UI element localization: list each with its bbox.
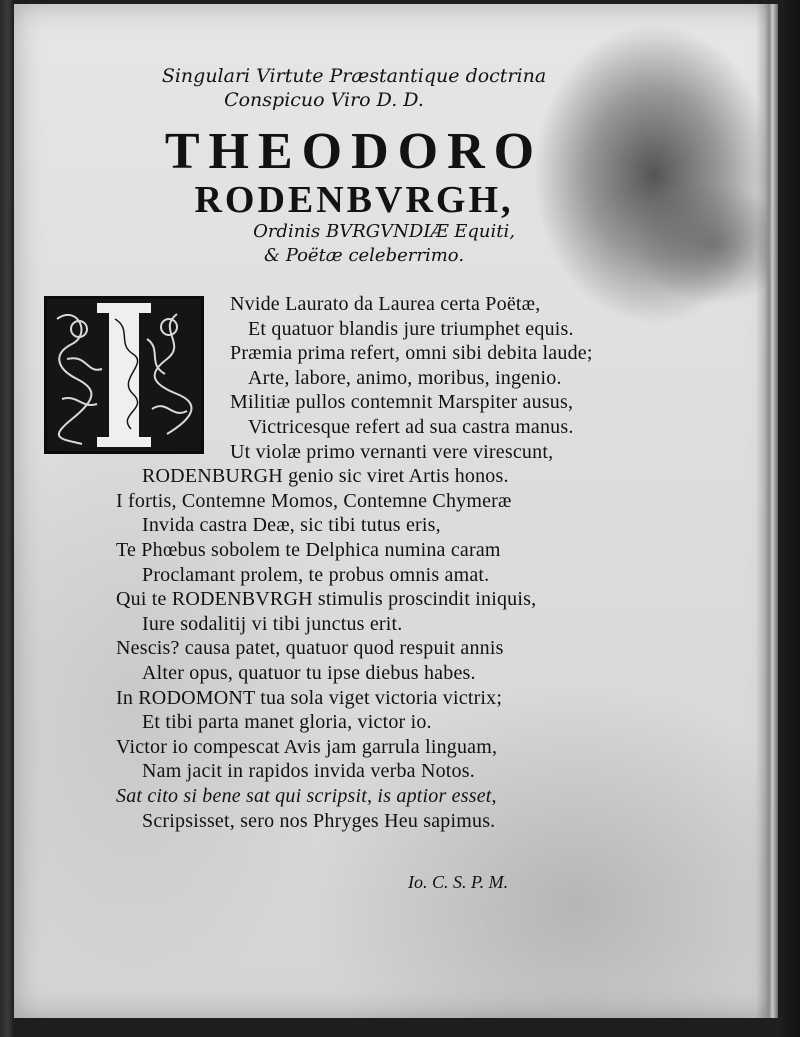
poem-line-13: Qui te RODENBVRGH stimulis proscindit iniquis, — [116, 588, 537, 611]
poem-line-16: Alter opus, quatuor tu ipse diebus habes. — [142, 662, 476, 684]
poem-line-3: Præmia prima refert, omni sibi debita laude; — [230, 342, 593, 365]
poem-line-15: Nescis? causa patet, quatuor quod respuit annis — [116, 637, 504, 660]
poem-line-6: Victricesque refert ad sua castra manus. — [248, 416, 574, 438]
poem-line-22: Scripsisset, sero nos Phryges Heu sapimus. — [142, 809, 496, 832]
poem-line-5: Militiæ pullos contemnit Marspiter ausus, — [230, 391, 574, 414]
signature-initials: Io. C. S. P. M. — [408, 872, 509, 892]
dedication-line-2: Conspicuo Viro D. D. — [224, 89, 424, 111]
poem-line-10: Invida castra Deæ, sic tibi tutus eris, — [142, 514, 441, 537]
book-page — [14, 4, 778, 1018]
poem-line-17: In RODOMONT tua sola viget victoria victrix; — [116, 686, 503, 709]
poem-line-19: Victor io compescat Avis jam garrula linguam, — [116, 735, 498, 758]
poem-line-20: Nam jacit in rapidos invida verba Notos. — [142, 760, 475, 783]
dedicatee-last-name: RODENBVRGH, — [194, 179, 514, 221]
poem-line-18: Et tibi parta manet gloria, victor io. — [142, 711, 432, 734]
decorated-initial-i-icon — [44, 296, 204, 454]
dedicatee-first-name: THEODORO — [164, 123, 544, 180]
poem-line-11: Te Phœbus sobolem te Delphica numina caram — [116, 539, 501, 561]
poem-line-9: I fortis, Contemne Momos, Contemne Chymeræ — [116, 489, 512, 512]
poem-line-4: Arte, labore, animo, moribus, ingenio. — [248, 366, 562, 389]
poem-line-7: Ut violæ primo vernanti vere virescunt, — [230, 440, 554, 463]
page-edge-shadow — [756, 4, 778, 1018]
poem-line-14: Iure sodalitij vi tibi junctus erit. — [142, 612, 403, 635]
poem-line-21: Sat cito si bene sat qui scripsit, is aptior esset, — [116, 785, 497, 807]
dedication-line-1: Singulari Virtute Præstantique doctrina — [161, 65, 547, 87]
subtitle-line-2: & Poëtæ celeberrimo. — [263, 245, 465, 266]
poem-line-1: Nvide Laurato da Laurea certa Poëtæ, — [230, 293, 541, 315]
poem-line-2: Et quatuor blandis jure triumphet equis. — [248, 317, 574, 340]
poem-line-12: Proclamant prolem, te probus omnis amat. — [142, 563, 490, 586]
poem-line-8: RODENBURGH genio sic viret Artis honos. — [142, 465, 509, 488]
subtitle-line-1: Ordinis BVRGVNDIÆ Equiti, — [253, 221, 515, 242]
